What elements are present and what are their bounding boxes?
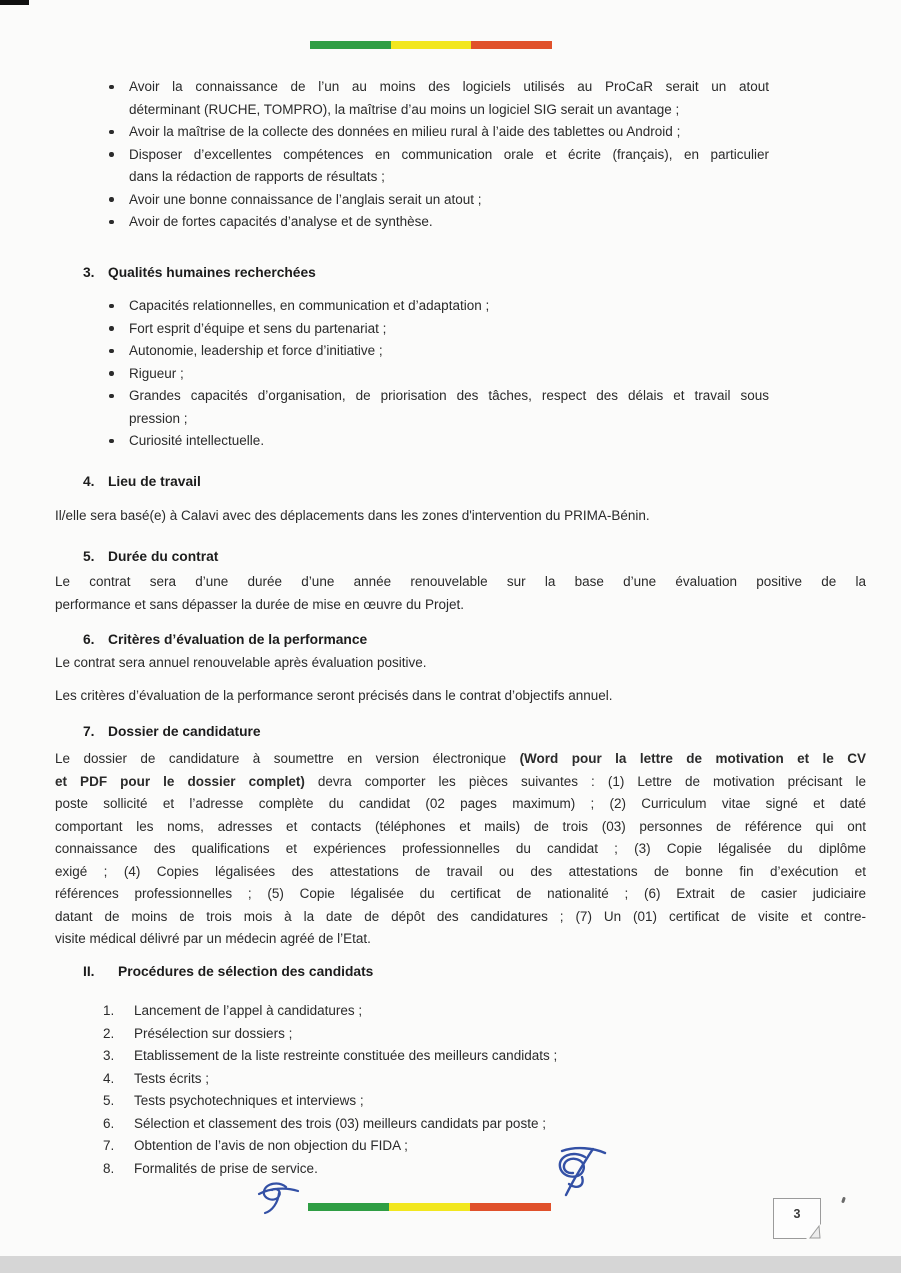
section-number: II.: [83, 963, 95, 979]
section-heading-qualites: [83, 262, 866, 285]
section-heading-criteres: [83, 629, 866, 652]
step-number: 6.: [103, 1115, 115, 1131]
section-number: 6.: [83, 632, 95, 647]
section-heading-duree: [83, 546, 866, 569]
section-number: 7.: [83, 723, 95, 739]
step-text: Formalités de prise de service.: [134, 1160, 318, 1176]
list-item: [129, 76, 769, 121]
bullet-icon: [109, 371, 114, 376]
step-number: 7.: [103, 1138, 115, 1153]
section-heading-procedures: [83, 961, 866, 984]
section-title: Dossier de candidature: [108, 723, 261, 739]
document-body: [55, 0, 866, 1180]
bullet-icon: [109, 85, 114, 90]
bullet-icon: [109, 130, 114, 135]
signature-ink: [548, 1144, 610, 1200]
step-number: 2.: [103, 1025, 115, 1041]
bullet-line: Fort esprit d’équipe et sens du partenariat ;: [129, 320, 387, 336]
bullet-line: Capacités relationnelles, en communication et d’adaptation ;: [129, 298, 490, 313]
section-title: Procédures de sélection des candidats: [118, 963, 374, 979]
list-item: [103, 1090, 866, 1113]
paragraph-line: datant de moins de trois mois à la date de dépôt des candidatures ; (7) Un (01) certificat de visite et contre-: [55, 908, 866, 924]
bullet-icon: [109, 220, 114, 225]
section-heading-lieu: [83, 471, 866, 494]
step-number: 5.: [103, 1093, 115, 1108]
flag-red-segment: [470, 1203, 551, 1211]
step-text: Obtention de l’avis de non objection du FIDA ;: [134, 1138, 408, 1153]
bullet-line: Disposer d’excellentes compétences en communication orale et écrite (français), en particulier: [129, 146, 769, 162]
step-number: 3.: [103, 1048, 115, 1063]
step-text: Lancement de l’appel à candidatures ;: [134, 1003, 363, 1018]
step-number: 8.: [103, 1160, 115, 1176]
bullet-line: pression ;: [129, 410, 188, 426]
bullet-icon: [109, 326, 114, 331]
list-item: [103, 1135, 866, 1158]
list-item: [129, 363, 769, 386]
bullet-line: Autonomie, leadership et force d’initiative ;: [129, 343, 383, 358]
step-number: 1.: [103, 1003, 115, 1018]
section-number: 4.: [83, 473, 95, 489]
bullet-icon: [109, 439, 114, 444]
initials-ink: [255, 1179, 301, 1217]
section-number: 5.: [83, 548, 95, 564]
list-item: [129, 318, 769, 341]
step-number: 4.: [103, 1070, 115, 1086]
paragraph-line: [55, 748, 866, 771]
list-item: [129, 144, 769, 189]
bullet-line: dans la rédaction de rapports de résultats ;: [129, 169, 385, 184]
paragraph-line: visite médical délivré par un médecin agréé de l’Etat.: [55, 931, 371, 946]
list-item: [129, 121, 769, 144]
list-item: [129, 189, 769, 212]
bullet-icon: [109, 349, 114, 354]
section-title: Qualités humaines recherchées: [108, 264, 316, 280]
list-item: [129, 295, 769, 318]
bullet-icon: [109, 394, 114, 399]
list-item: [129, 385, 769, 430]
step-text: Tests psychotechniques et interviews ;: [134, 1093, 364, 1108]
dossier-paragraph: [55, 748, 866, 951]
paragraph-text: Le dossier de candidature à soumettre en version électronique: [55, 751, 520, 766]
selection-steps-list: [55, 1000, 866, 1180]
flag-yellow-segment: [389, 1203, 470, 1211]
paragraph-bold-text: (Word pour la lettre de motivation et le CV: [519, 751, 866, 766]
list-item: [103, 1113, 866, 1136]
paragraph-bold-text: et PDF pour le dossier complet): [55, 773, 305, 789]
paragraph-line: références professionnelles ; (5) Copie légalisée du certificat de nationalité ; (6) Extrait de casier judiciaire: [55, 886, 866, 901]
bullet-icon: [109, 152, 114, 157]
section-title: Durée du contrat: [108, 548, 219, 564]
flag-bar-bottom: [308, 1203, 551, 1211]
list-item: [129, 340, 769, 363]
bullet-icon: [109, 304, 114, 309]
bullet-line: Curiosité intellectuelle.: [129, 433, 265, 448]
section-number: 3.: [83, 264, 95, 280]
bullet-line: Avoir de fortes capacités d’analyse et de synthèse.: [129, 214, 433, 229]
scan-corner-mark: [0, 0, 29, 5]
scan-speck: [841, 1197, 846, 1204]
list-item: [103, 1068, 866, 1091]
paragraph-line: [55, 771, 866, 794]
qualites-bullet-list: [55, 295, 866, 453]
bullet-line: Avoir la connaissance de l’un au moins des logiciels utilisés au ProCaR serait un atout: [129, 79, 769, 94]
bullet-line: Avoir la maîtrise de la collecte des données en milieu rural à l’aide des tablettes ou Android ;: [129, 124, 681, 139]
paragraph-line: comportant les noms, adresses et contacts (téléphones et mails) de trois (03) personnes de référence qui ont: [55, 818, 866, 834]
step-text: Etablissement de la liste restreinte constituée des meilleurs candidats ;: [134, 1048, 558, 1063]
bullet-icon: [109, 197, 114, 202]
bullet-line: Avoir une bonne connaissance de l’anglais serait un atout ;: [129, 191, 482, 207]
page-number: 3: [793, 1207, 801, 1221]
intro-bullet-list: [55, 76, 866, 234]
step-text: Sélection et classement des trois (03) meilleurs candidats par poste ;: [134, 1115, 546, 1131]
page-number-box: [773, 1198, 821, 1239]
list-item: [103, 1045, 866, 1068]
page-corner-fold-icon: [806, 1224, 821, 1239]
paragraph-line: poste sollicité et l’adresse complète du candidat (02 pages maximum) ; (2) Curriculum vitae signé et daté: [55, 796, 866, 811]
bullet-line: déterminant (RUCHE, TOMPRO), la maîtrise d’au moins un logiciel SIG serait un avantage ;: [129, 101, 680, 117]
step-text: Présélection sur dossiers ;: [134, 1025, 293, 1041]
paragraph: Le contrat sera annuel renouvelable après évaluation positive.: [55, 654, 427, 670]
scanner-bed-strip: [0, 1256, 901, 1273]
paragraph-line: connaissance des qualifications et expériences professionnelles du candidat ; (3) Copie légalisée du diplôme: [55, 841, 866, 856]
paragraph: Les critères d’évaluation de la performance seront précisés dans le contrat d’objectifs annuel.: [55, 688, 613, 703]
list-item: [103, 1023, 866, 1046]
flag-green-segment: [308, 1203, 389, 1211]
paragraph-line: performance et sans dépasser la durée de mise en œuvre du Projet.: [55, 596, 464, 612]
section-heading-dossier: [83, 721, 866, 744]
step-text: Tests écrits ;: [134, 1070, 210, 1086]
list-item: [129, 211, 769, 234]
list-item: [103, 1158, 866, 1181]
list-item: [129, 430, 769, 453]
paragraph: Il/elle sera basé(e) à Calavi avec des déplacements dans les zones d'intervention du PRIMA-Bénin.: [55, 508, 650, 523]
paragraph-line: exigé ; (4) Copies légalisées des attestations de travail ou des attestations de bonne fin d’exécution et: [55, 863, 866, 879]
bullet-line: Rigueur ;: [129, 365, 184, 381]
bullet-line: Grandes capacités d’organisation, de priorisation des tâches, respect des délais et travail sous: [129, 388, 769, 403]
paragraph-line: Le contrat sera d’une durée d’une année renouvelable sur la base d’une évaluation positive de la: [55, 574, 866, 589]
list-item: [103, 1000, 866, 1023]
section-title: Critères d’évaluation de la performance: [108, 632, 368, 647]
section-title: Lieu de travail: [108, 473, 201, 489]
paragraph: [55, 571, 866, 616]
paragraph-text: devra comporter les pièces suivantes : (1) Lettre de motivation précisant le: [304, 773, 866, 789]
